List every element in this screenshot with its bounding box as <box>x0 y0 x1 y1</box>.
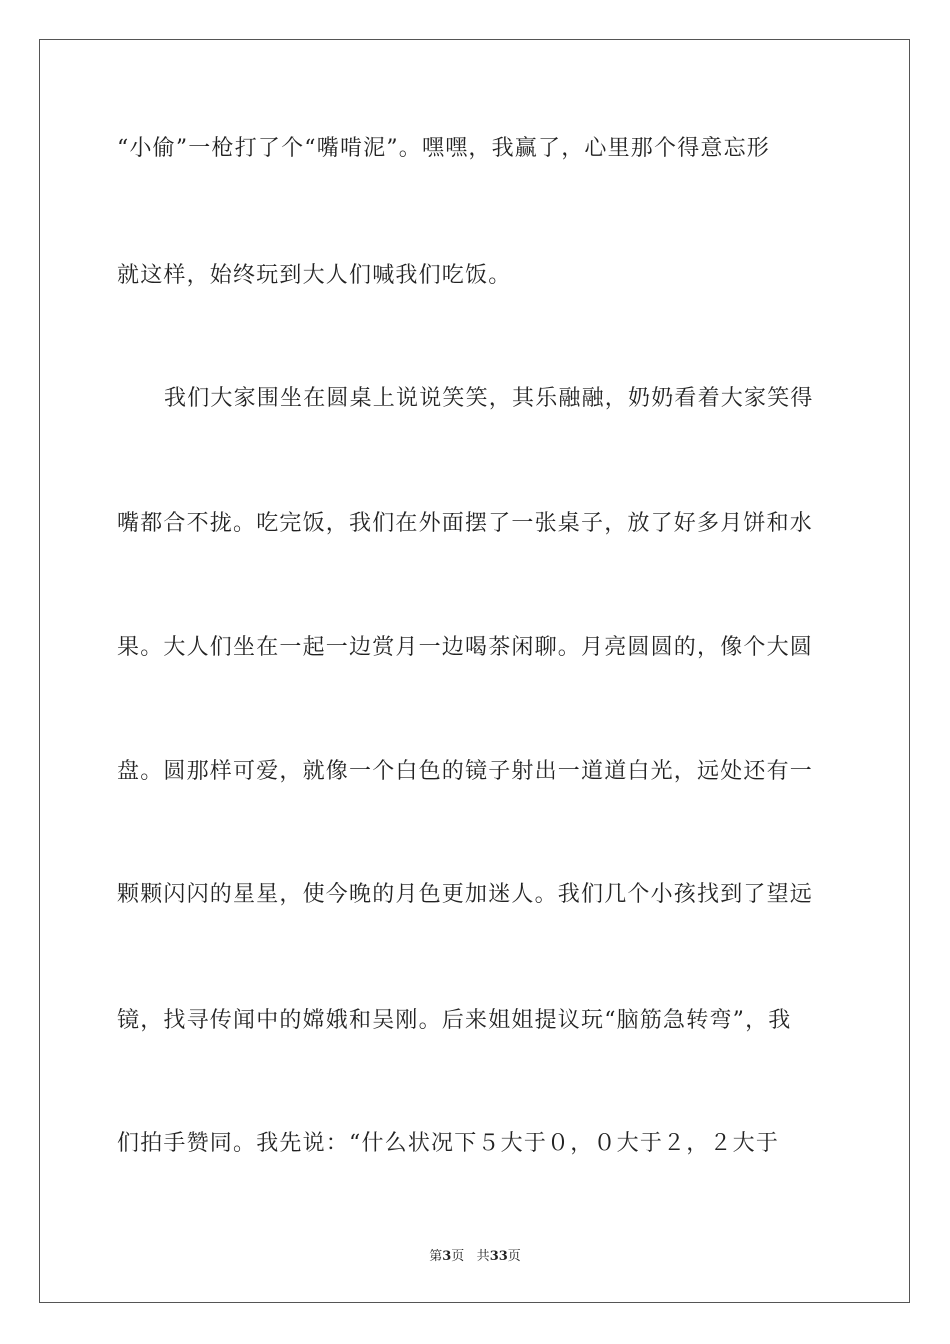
text-line-8: 镜，找寻传闻中的嫦娥和吴刚。后来姐姐提议玩“脑筋急转弯”，我 <box>117 1008 792 1033</box>
total-pages-number: 33 <box>489 1249 508 1264</box>
text-line-3: 我们大家围坐在圆桌上说说笑笑，其乐融融，奶奶看着大家笑得 <box>164 386 814 411</box>
footer-spacer <box>464 1249 476 1264</box>
footer-total-prefix: 共 <box>476 1249 490 1264</box>
text-line-1: “小偷”一枪打了个“嘴啃泥”。嘿嘿，我赢了，心里那个得意忘形 <box>117 136 770 161</box>
text-line-9: 们拍手赞同。我先说：“什么状况下５大于０，０大于２，２大于 <box>117 1131 780 1156</box>
text-line-5: 果。大人们坐在一起一边赏月一边喝茶闲聊。月亮圆圆的，像个大圆 <box>117 635 814 660</box>
page-footer <box>0 1248 950 1266</box>
current-page-number: 3 <box>442 1249 452 1264</box>
text-line-2: 就这样，始终玩到大人们喊我们吃饭。 <box>117 263 512 288</box>
footer-total-suffix: 页 <box>507 1249 521 1264</box>
text-line-4: 嘴都合不拢。吃完饭，我们在外面摆了一张桌子，放了好多月饼和水 <box>117 511 814 536</box>
footer-prefix: 第 <box>429 1249 443 1264</box>
text-line-6: 盘。圆那样可爱，就像一个白色的镜子射出一道道白光，远处还有一 <box>117 759 814 784</box>
footer-page-suffix: 页 <box>451 1249 465 1264</box>
page-border <box>39 39 910 1303</box>
text-line-7: 颗颗闪闪的星星，使今晚的月色更加迷人。我们几个小孩找到了望远 <box>117 882 814 907</box>
